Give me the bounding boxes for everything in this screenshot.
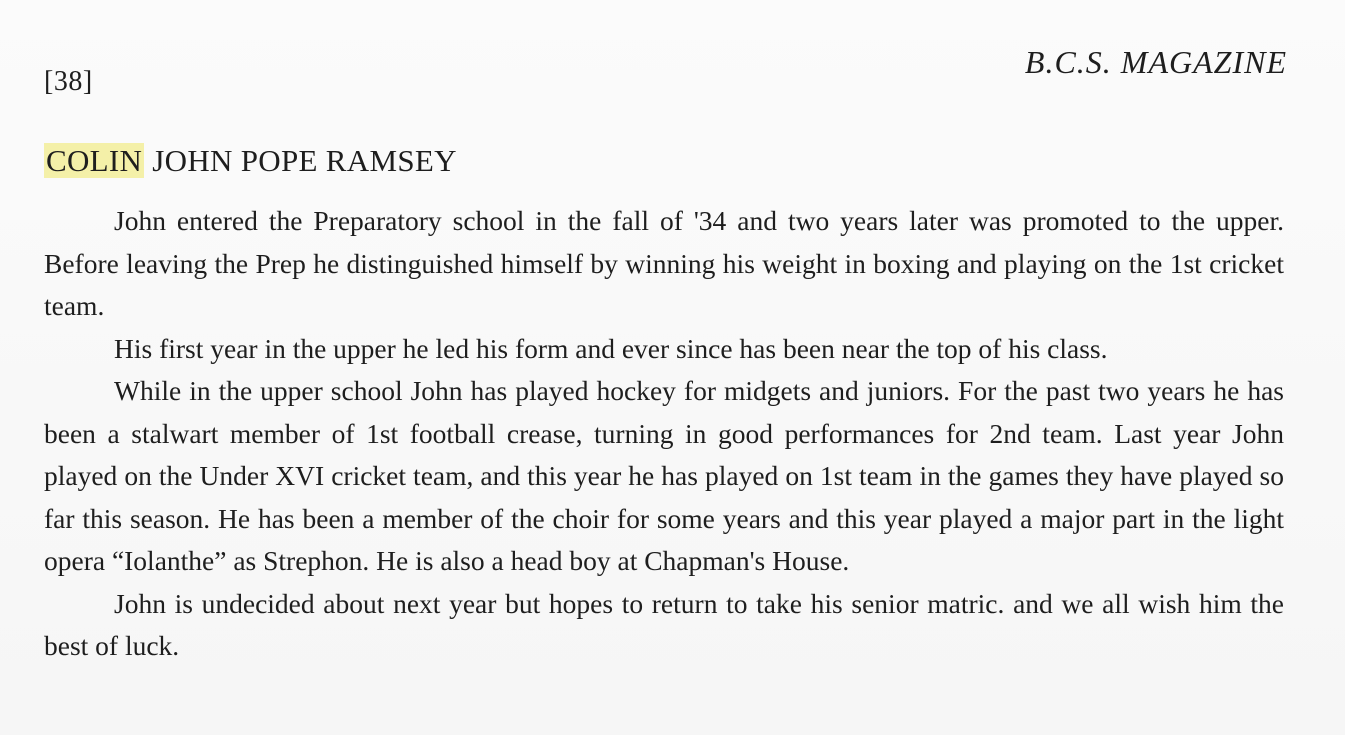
paragraph-3: While in the upper school John has played hockey for midgets and juniors. For the past two years he has been a stalwart member of 1st football crease, turning in good performances for 2nd team. Last year John played on the Under XVI cricket team, and this year he has played on 1st team in the games they have played so far this season. He has been a member of the choir for some years and this year played a major part in the light opera “Iolanthe” as Strephon. He is also a head boy at Chapman's House. [44, 375, 1284, 576]
title-rest: JOHN POPE RAMSEY [152, 143, 457, 178]
paragraph-2: His first year in the upper he led his form and ever since has been near the top of his class. [114, 332, 1108, 364]
running-head: B.C.S. MAGAZINE [1024, 44, 1287, 80]
highlighted-first-name[interactable]: COLIN [46, 143, 143, 178]
paragraph-4: John is undecided about next year but hopes to return to take his senior matric. and we all wish him the best of luck. [44, 587, 1284, 661]
paragraph-1: John entered the Preparatory school in the fall of '34 and two years later was promoted to the upper. Before leaving the Prep he distinguished himself by winning his weight in boxing and playing on the 1st cricket team. [44, 205, 1284, 321]
article-title [44, 143, 457, 179]
page-number: [38] [44, 66, 93, 97]
article-body [44, 200, 1284, 668]
